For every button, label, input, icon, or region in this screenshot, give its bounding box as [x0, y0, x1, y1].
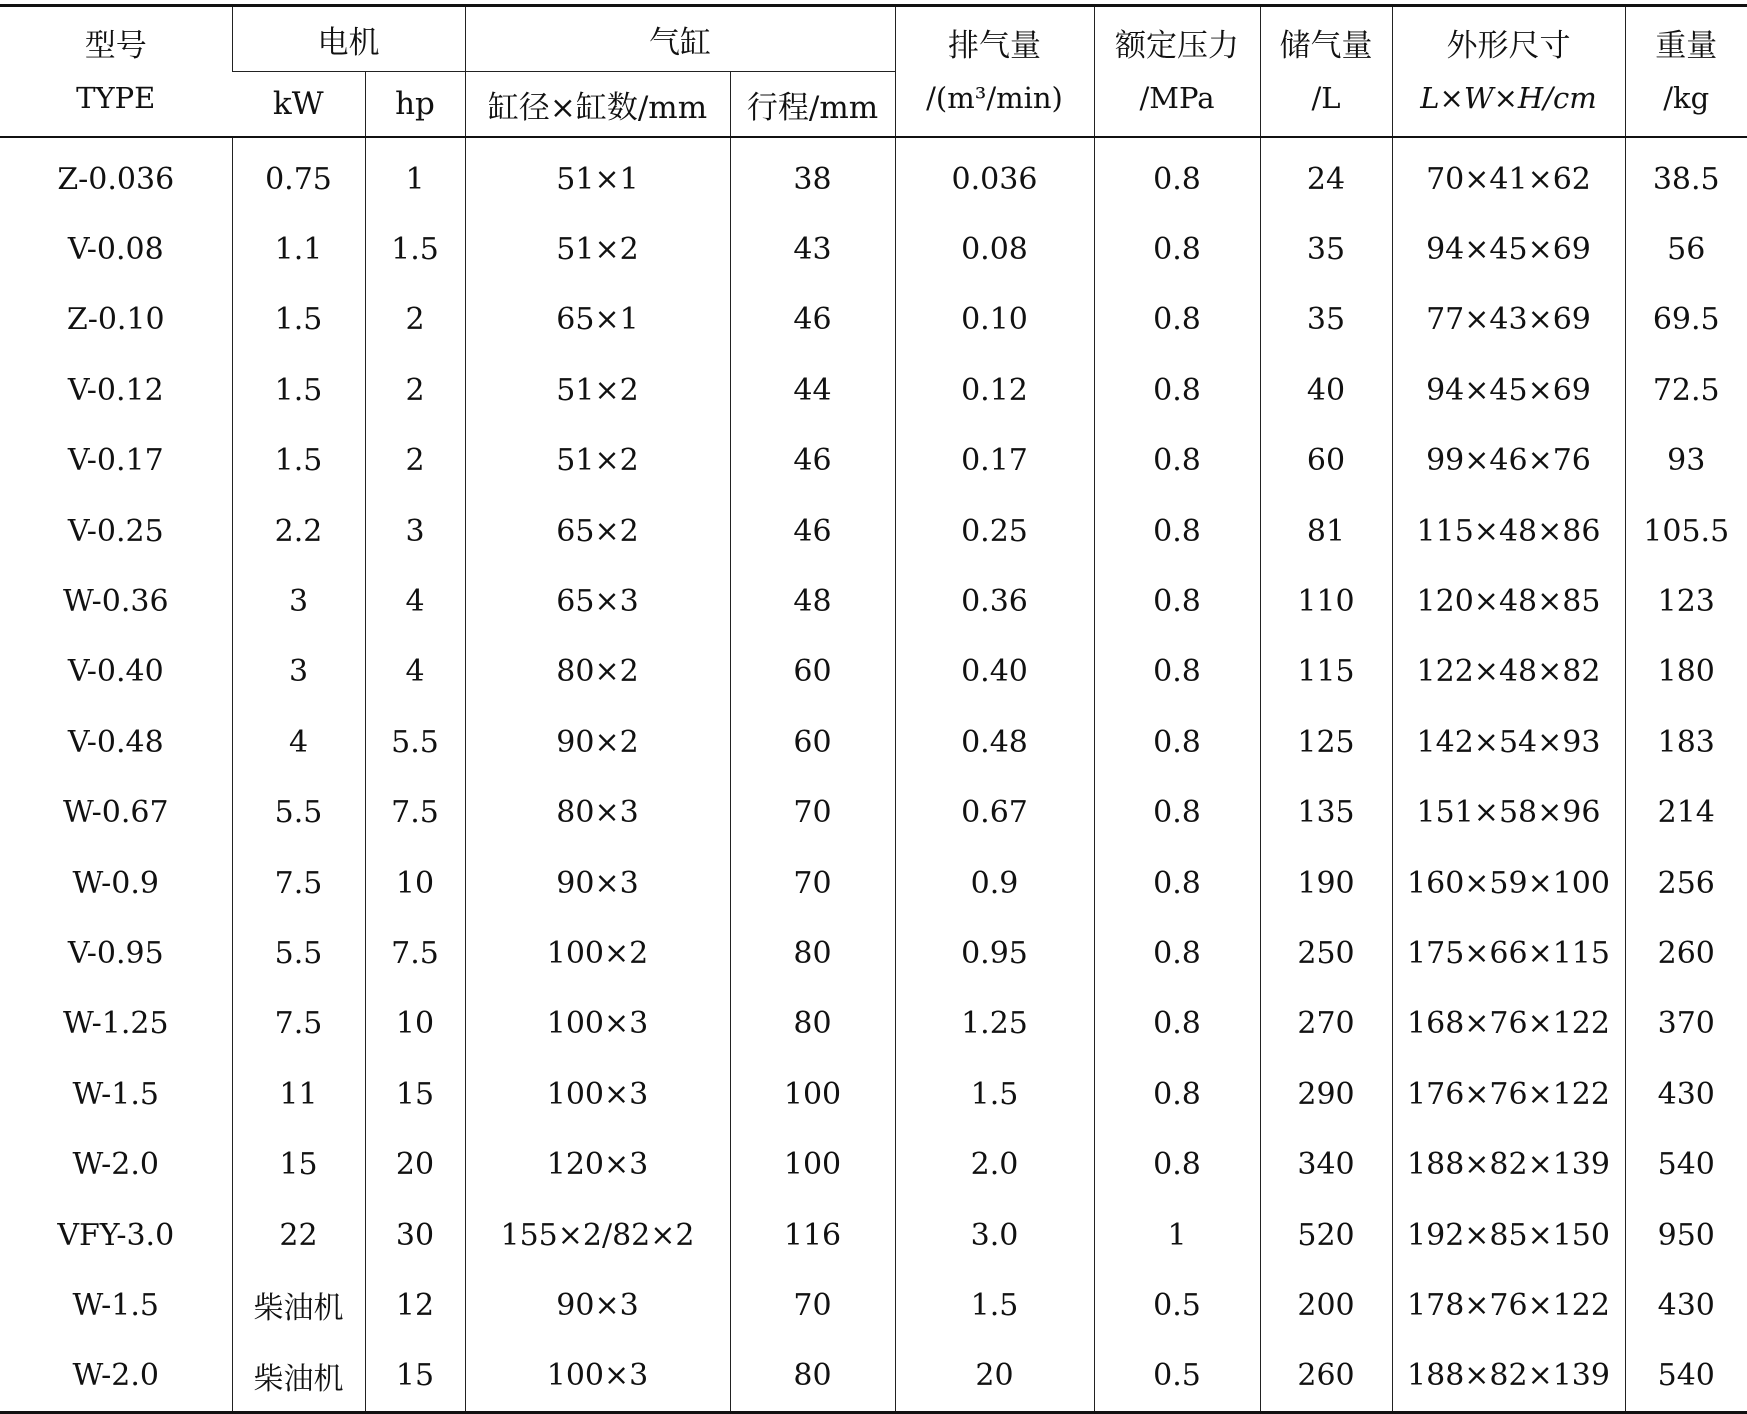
table-row [0, 1270, 1747, 1340]
cell-displacement: 0.48 [895, 707, 1094, 777]
cell-kw: 0.75 [232, 137, 365, 214]
cell-displacement: 0.40 [895, 637, 1094, 707]
cell-hp: 12 [365, 1270, 465, 1340]
cell-stroke: 46 [730, 496, 895, 566]
cell-hp: 1 [365, 137, 465, 214]
cell-bore: 65×1 [465, 285, 730, 355]
cell-kw: 7.5 [232, 848, 365, 918]
cell-displacement: 2.0 [895, 1129, 1094, 1199]
cell-type: V-0.25 [0, 496, 232, 566]
cell-storage: 35 [1260, 214, 1392, 284]
cell-storage: 135 [1260, 778, 1392, 848]
cell-dims: 94×45×69 [1392, 214, 1625, 284]
cell-displacement: 0.36 [895, 566, 1094, 636]
header-dims [1392, 6, 1625, 138]
cell-type: V-0.08 [0, 214, 232, 284]
cell-weight: 540 [1625, 1129, 1747, 1199]
cell-type: W-1.5 [0, 1059, 232, 1129]
table-row [0, 778, 1747, 848]
cell-storage: 270 [1260, 989, 1392, 1059]
cell-kw: 柴油机 [232, 1341, 365, 1413]
cell-stroke: 70 [730, 1270, 895, 1340]
cell-stroke: 80 [730, 989, 895, 1059]
cell-type: W-2.0 [0, 1341, 232, 1413]
table-row [0, 566, 1747, 636]
cell-stroke: 60 [730, 637, 895, 707]
cell-storage: 115 [1260, 637, 1392, 707]
cell-kw: 15 [232, 1129, 365, 1199]
cell-bore: 51×2 [465, 214, 730, 284]
cell-dims: 142×54×93 [1392, 707, 1625, 777]
cell-weight: 430 [1625, 1059, 1747, 1129]
cell-pressure: 0.8 [1094, 355, 1260, 425]
cell-hp: 3 [365, 496, 465, 566]
cell-pressure: 0.8 [1094, 989, 1260, 1059]
table-row [0, 1129, 1747, 1199]
cell-bore: 155×2/82×2 [465, 1200, 730, 1270]
cell-displacement: 3.0 [895, 1200, 1094, 1270]
cell-hp: 2 [365, 426, 465, 496]
cell-stroke: 46 [730, 426, 895, 496]
cell-stroke: 60 [730, 707, 895, 777]
cell-dims: 188×82×139 [1392, 1129, 1625, 1199]
cell-storage: 520 [1260, 1200, 1392, 1270]
cell-bore: 51×2 [465, 426, 730, 496]
cell-displacement: 0.17 [895, 426, 1094, 496]
cell-dims: 70×41×62 [1392, 137, 1625, 214]
cell-storage: 340 [1260, 1129, 1392, 1199]
table-row [0, 214, 1747, 284]
cell-hp: 7.5 [365, 778, 465, 848]
cell-dims: 176×76×122 [1392, 1059, 1625, 1129]
cell-bore: 51×2 [465, 355, 730, 425]
cell-kw: 2.2 [232, 496, 365, 566]
cell-pressure: 0.8 [1094, 778, 1260, 848]
cell-weight: 370 [1625, 989, 1747, 1059]
cell-stroke: 70 [730, 848, 895, 918]
header-motor: 电机 [232, 6, 465, 72]
cell-kw: 柴油机 [232, 1270, 365, 1340]
cell-pressure: 0.5 [1094, 1341, 1260, 1413]
cell-type: V-0.12 [0, 355, 232, 425]
cell-hp: 10 [365, 848, 465, 918]
cell-pressure: 0.8 [1094, 426, 1260, 496]
header-pressure-cn: 额定压力 [1095, 26, 1260, 66]
cell-displacement: 0.10 [895, 285, 1094, 355]
cell-stroke: 48 [730, 566, 895, 636]
header-type-en: TYPE [0, 78, 232, 118]
cell-dims: 120×48×85 [1392, 566, 1625, 636]
cell-pressure: 0.8 [1094, 848, 1260, 918]
cell-kw: 1.5 [232, 355, 365, 425]
cell-weight: 260 [1625, 918, 1747, 988]
cell-stroke: 70 [730, 778, 895, 848]
cell-storage: 60 [1260, 426, 1392, 496]
header-cyl-stroke: 行程/mm [730, 72, 895, 138]
cell-displacement: 0.67 [895, 778, 1094, 848]
table-body [0, 137, 1747, 1413]
cell-bore: 90×2 [465, 707, 730, 777]
cell-storage: 290 [1260, 1059, 1392, 1129]
cell-hp: 7.5 [365, 918, 465, 988]
header-storage-cn: 储气量 [1261, 26, 1392, 66]
cell-type: V-0.17 [0, 426, 232, 496]
cell-pressure: 0.8 [1094, 214, 1260, 284]
cell-storage: 35 [1260, 285, 1392, 355]
cell-kw: 1.5 [232, 426, 365, 496]
table-row [0, 637, 1747, 707]
cell-displacement: 20 [895, 1341, 1094, 1413]
table-row [0, 355, 1747, 425]
header-cyl-bore: 缸径×缸数/mm [465, 72, 730, 138]
cell-hp: 5.5 [365, 707, 465, 777]
cell-weight: 214 [1625, 778, 1747, 848]
table-header [0, 6, 1747, 138]
cell-weight: 38.5 [1625, 137, 1747, 214]
cell-stroke: 44 [730, 355, 895, 425]
cell-weight: 69.5 [1625, 285, 1747, 355]
cell-dims: 122×48×82 [1392, 637, 1625, 707]
cell-dims: 94×45×69 [1392, 355, 1625, 425]
header-storage [1260, 6, 1392, 138]
header-pressure-unit: /MPa [1095, 78, 1260, 118]
cell-stroke: 43 [730, 214, 895, 284]
cell-hp: 1.5 [365, 214, 465, 284]
header-motor-kw: kW [232, 72, 365, 138]
header-dims-cn: 外形尺寸 [1393, 26, 1625, 66]
cell-dims: 175×66×115 [1392, 918, 1625, 988]
cell-kw: 1.5 [232, 285, 365, 355]
cell-storage: 81 [1260, 496, 1392, 566]
cell-weight: 540 [1625, 1341, 1747, 1413]
cell-bore: 80×3 [465, 778, 730, 848]
cell-kw: 4 [232, 707, 365, 777]
cell-weight: 950 [1625, 1200, 1747, 1270]
cell-kw: 3 [232, 637, 365, 707]
cell-weight: 105.5 [1625, 496, 1747, 566]
cell-displacement: 0.25 [895, 496, 1094, 566]
cell-type: W-1.25 [0, 989, 232, 1059]
cell-hp: 20 [365, 1129, 465, 1199]
cell-weight: 123 [1625, 566, 1747, 636]
cell-bore: 100×3 [465, 1341, 730, 1413]
cell-bore: 90×3 [465, 848, 730, 918]
cell-bore: 90×3 [465, 1270, 730, 1340]
cell-displacement: 0.9 [895, 848, 1094, 918]
cell-displacement: 0.036 [895, 137, 1094, 214]
cell-hp: 10 [365, 989, 465, 1059]
cell-weight: 56 [1625, 214, 1747, 284]
cell-kw: 1.1 [232, 214, 365, 284]
cell-hp: 30 [365, 1200, 465, 1270]
cell-displacement: 1.5 [895, 1059, 1094, 1129]
cell-hp: 2 [365, 285, 465, 355]
cell-pressure: 0.8 [1094, 137, 1260, 214]
cell-hp: 15 [365, 1059, 465, 1129]
cell-displacement: 1.25 [895, 989, 1094, 1059]
header-weight-cn: 重量 [1626, 26, 1747, 66]
cell-storage: 200 [1260, 1270, 1392, 1340]
cell-pressure: 0.8 [1094, 496, 1260, 566]
header-motor-hp: hp [365, 72, 465, 138]
cell-type: W-1.5 [0, 1270, 232, 1340]
table-row [0, 1059, 1747, 1129]
cell-dims: 99×46×76 [1392, 426, 1625, 496]
table-row [0, 496, 1747, 566]
header-pressure [1094, 6, 1260, 138]
cell-pressure: 0.5 [1094, 1270, 1260, 1340]
table-row [0, 1200, 1747, 1270]
cell-stroke: 80 [730, 1341, 895, 1413]
cell-dims: 168×76×122 [1392, 989, 1625, 1059]
cell-dims: 151×58×96 [1392, 778, 1625, 848]
cell-kw: 7.5 [232, 989, 365, 1059]
cell-bore: 100×3 [465, 989, 730, 1059]
cell-hp: 15 [365, 1341, 465, 1413]
cell-bore: 65×2 [465, 496, 730, 566]
cell-bore: 100×3 [465, 1059, 730, 1129]
header-storage-unit: /L [1261, 78, 1392, 118]
cell-weight: 183 [1625, 707, 1747, 777]
cell-bore: 80×2 [465, 637, 730, 707]
header-displacement-cn: 排气量 [896, 26, 1094, 66]
cell-type: Z-0.036 [0, 137, 232, 214]
header-cylinder: 气缸 [465, 6, 895, 72]
cell-type: VFY-3.0 [0, 1200, 232, 1270]
cell-bore: 65×3 [465, 566, 730, 636]
cell-displacement: 0.12 [895, 355, 1094, 425]
cell-storage: 190 [1260, 848, 1392, 918]
cell-bore: 120×3 [465, 1129, 730, 1199]
header-type-cn: 型号 [0, 26, 232, 66]
header-weight-unit: /kg [1626, 78, 1747, 118]
cell-stroke: 46 [730, 285, 895, 355]
cell-hp: 4 [365, 637, 465, 707]
cell-type: W-0.36 [0, 566, 232, 636]
cell-stroke: 38 [730, 137, 895, 214]
spec-table [0, 4, 1747, 1414]
table-row [0, 989, 1747, 1059]
cell-displacement: 0.08 [895, 214, 1094, 284]
cell-stroke: 80 [730, 918, 895, 988]
header-dims-unit: L×W×H/cm [1393, 78, 1625, 118]
cell-type: V-0.48 [0, 707, 232, 777]
cell-kw: 5.5 [232, 918, 365, 988]
cell-dims: 77×43×69 [1392, 285, 1625, 355]
cell-storage: 250 [1260, 918, 1392, 988]
cell-pressure: 0.8 [1094, 707, 1260, 777]
cell-type: Z-0.10 [0, 285, 232, 355]
cell-pressure: 0.8 [1094, 918, 1260, 988]
cell-storage: 110 [1260, 566, 1392, 636]
cell-bore: 100×2 [465, 918, 730, 988]
cell-bore: 51×1 [465, 137, 730, 214]
cell-weight: 72.5 [1625, 355, 1747, 425]
table-row [0, 918, 1747, 988]
cell-type: W-0.9 [0, 848, 232, 918]
cell-pressure: 0.8 [1094, 285, 1260, 355]
cell-pressure: 0.8 [1094, 1129, 1260, 1199]
cell-storage: 40 [1260, 355, 1392, 425]
header-weight [1625, 6, 1747, 138]
cell-storage: 24 [1260, 137, 1392, 214]
cell-storage: 260 [1260, 1341, 1392, 1413]
cell-weight: 430 [1625, 1270, 1747, 1340]
table-row [0, 285, 1747, 355]
cell-hp: 4 [365, 566, 465, 636]
cell-dims: 115×48×86 [1392, 496, 1625, 566]
header-displacement-unit: /(m³/min) [896, 78, 1094, 118]
cell-dims: 178×76×122 [1392, 1270, 1625, 1340]
cell-displacement: 0.95 [895, 918, 1094, 988]
cell-displacement: 1.5 [895, 1270, 1094, 1340]
cell-hp: 2 [365, 355, 465, 425]
table-row [0, 848, 1747, 918]
cell-storage: 125 [1260, 707, 1392, 777]
header-displacement [895, 6, 1094, 138]
header-type [0, 6, 232, 138]
cell-type: W-2.0 [0, 1129, 232, 1199]
cell-pressure: 0.8 [1094, 566, 1260, 636]
cell-weight: 256 [1625, 848, 1747, 918]
cell-dims: 160×59×100 [1392, 848, 1625, 918]
cell-kw: 3 [232, 566, 365, 636]
table-row [0, 1341, 1747, 1413]
cell-weight: 180 [1625, 637, 1747, 707]
table-row [0, 426, 1747, 496]
cell-type: V-0.40 [0, 637, 232, 707]
cell-kw: 5.5 [232, 778, 365, 848]
cell-stroke: 116 [730, 1200, 895, 1270]
cell-pressure: 0.8 [1094, 637, 1260, 707]
cell-kw: 22 [232, 1200, 365, 1270]
cell-stroke: 100 [730, 1129, 895, 1199]
table-row [0, 137, 1747, 214]
cell-stroke: 100 [730, 1059, 895, 1129]
cell-kw: 11 [232, 1059, 365, 1129]
cell-dims: 192×85×150 [1392, 1200, 1625, 1270]
cell-type: W-0.67 [0, 778, 232, 848]
cell-pressure: 1 [1094, 1200, 1260, 1270]
cell-pressure: 0.8 [1094, 1059, 1260, 1129]
cell-weight: 93 [1625, 426, 1747, 496]
table-row [0, 707, 1747, 777]
cell-dims: 188×82×139 [1392, 1341, 1625, 1413]
cell-type: V-0.95 [0, 918, 232, 988]
